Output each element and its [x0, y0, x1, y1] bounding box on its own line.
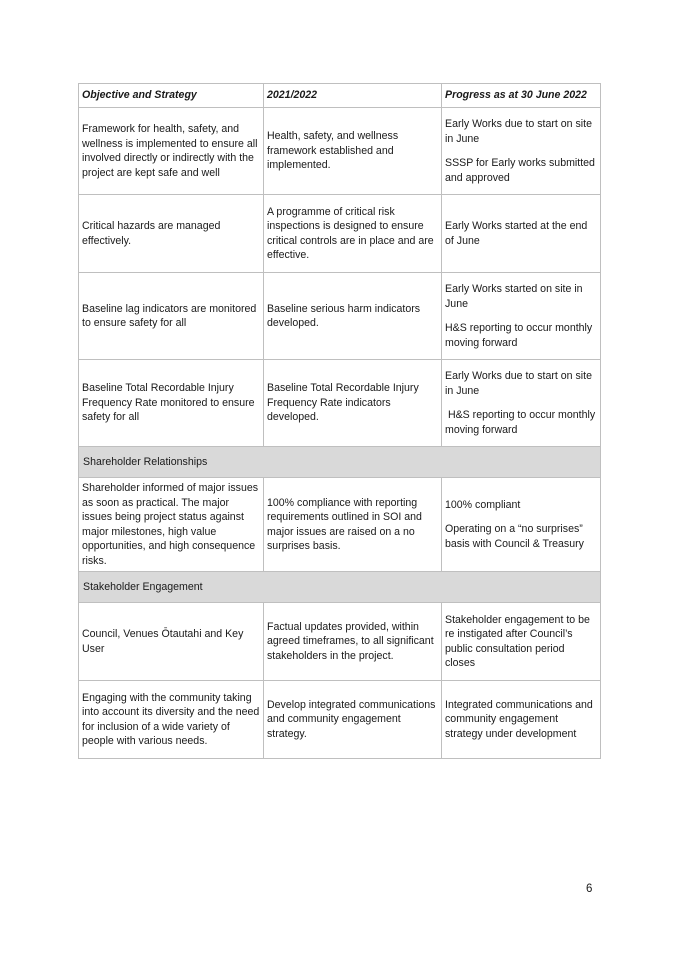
- progress-text: Early Works due to start on site in June: [445, 118, 592, 145]
- progress-text: Early Works due to start on site in June: [445, 370, 595, 397]
- table-row: [79, 681, 601, 759]
- section-title: Shareholder Relationships: [79, 447, 601, 478]
- table-row: [79, 273, 601, 360]
- section-row-stakeholder: [79, 572, 601, 603]
- target-cell: Develop integrated communications and community engagement strategy.: [264, 681, 442, 759]
- objective-cell: Council, Venues Ōtautahi and Key User: [79, 603, 264, 681]
- target-cell: Health, safety, and wellness framework established and implemented.: [264, 108, 442, 195]
- target-cell: Factual updates provided, within agreed timeframes, to all significant stakeholders in the project.: [264, 603, 442, 681]
- page-number: 6: [586, 883, 593, 895]
- header-year: 2021/2022: [264, 84, 442, 108]
- objective-cell: Baseline lag indicators are monitored to ensure safety for all: [79, 273, 264, 360]
- header-progress: Progress as at 30 June 2022: [442, 84, 601, 108]
- progress-text: 100% compliant: [445, 498, 521, 511]
- progress-cell: [442, 478, 601, 572]
- progress-cell: [442, 273, 601, 360]
- target-cell: A programme of critical risk inspections is designed to ensure critical controls are in place and are effective.: [264, 195, 442, 273]
- table-row: [79, 360, 601, 447]
- target-cell: Baseline Total Recordable Injury Frequency Rate indicators developed.: [264, 360, 442, 447]
- progress-cell: [442, 603, 601, 681]
- progress-text: H&S reporting to occur monthly moving forward: [445, 409, 599, 436]
- progress-text: Early Works started at the end of June: [445, 220, 588, 247]
- progress-text: H&S reporting to occur monthly moving forward: [445, 322, 593, 349]
- progress-cell: [442, 195, 601, 273]
- objective-cell: Critical hazards are managed effectively.: [79, 195, 264, 273]
- progress-text: Stakeholder engagement to be re instigated after Council’s public consultation period closes: [445, 613, 590, 669]
- table-row: [79, 195, 601, 273]
- objective-cell: Shareholder informed of major issues as soon as practical. The major issues being project status against major milestones, high value opportunities, and high consequence risks.: [79, 478, 264, 572]
- section-row-shareholder: [79, 447, 601, 478]
- progress-cell: [442, 108, 601, 195]
- table-row: [79, 603, 601, 681]
- table-row: [79, 108, 601, 195]
- progress-text: Integrated communications and community engagement strategy under development: [445, 698, 593, 740]
- progress-cell: [442, 681, 601, 759]
- target-cell: 100% compliance with reporting requirements outlined in SOI and major issues are raised on a no surprises basis.: [264, 478, 442, 572]
- objectives-table: [78, 83, 601, 759]
- table-header-row: [79, 84, 601, 108]
- target-cell: Baseline serious harm indicators developed.: [264, 273, 442, 360]
- objective-cell: Baseline Total Recordable Injury Frequency Rate monitored to ensure safety for all: [79, 360, 264, 447]
- table-row: [79, 478, 601, 572]
- objective-cell: Engaging with the community taking into account its diversity and the need for inclusion of a wide variety of people with various needs.: [79, 681, 264, 759]
- section-title: Stakeholder Engagement: [79, 572, 601, 603]
- progress-text: Early Works started on site in June: [445, 283, 583, 310]
- progress-text: SSSP for Early works submitted and approved: [445, 157, 595, 184]
- objective-cell: Framework for health, safety, and wellness is implemented to ensure all involved directly or indirectly with the project are kept safe and well: [79, 108, 264, 195]
- progress-text: Operating on a “no surprises” basis with Council & Treasury: [445, 523, 584, 550]
- header-objective: Objective and Strategy: [79, 84, 264, 108]
- progress-cell: [442, 360, 601, 447]
